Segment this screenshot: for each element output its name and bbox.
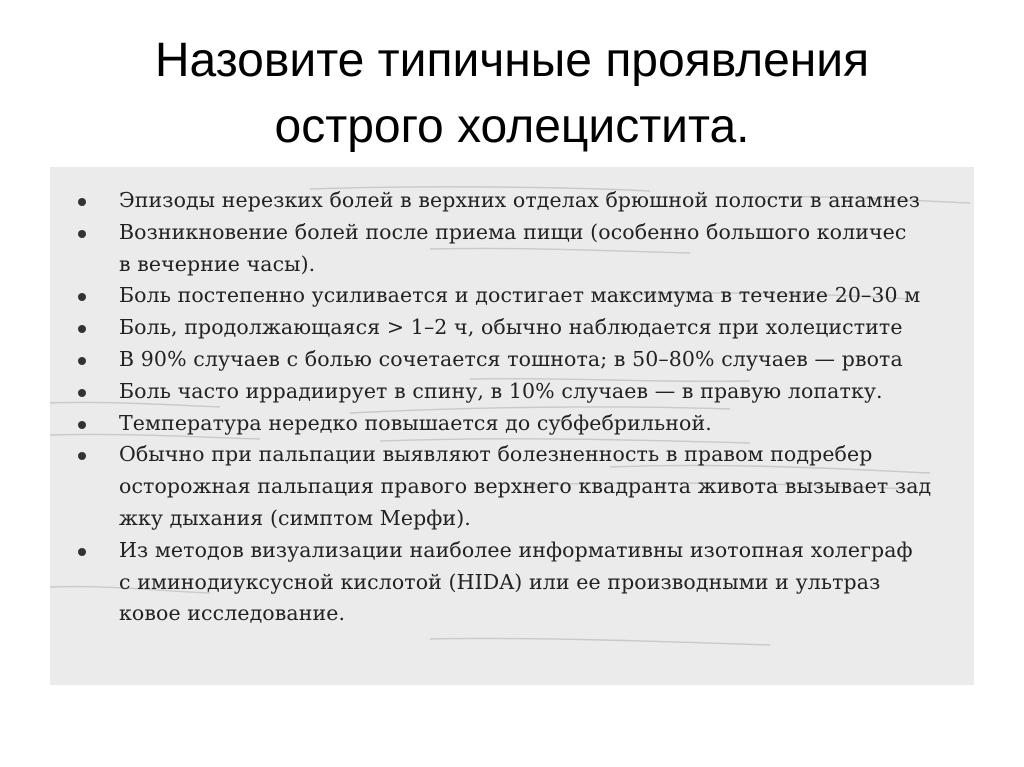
- bullet-icon: [78, 548, 86, 556]
- bullet-icon: [78, 293, 86, 301]
- list-item: [78, 280, 931, 312]
- list-item: [78, 439, 931, 534]
- list-item-text: Возникновение болей после приема пищи (особенно большого количес: [119, 219, 907, 244]
- list-item-text-continued: в вечерние часы).: [119, 251, 316, 276]
- list-item: [78, 185, 931, 217]
- list-item-text-continued: с иминодиуксусной кислотой (HIDA) или ее производными и ультраз: [119, 569, 881, 594]
- bullet-icon: [78, 230, 86, 238]
- bullet-icon: [78, 357, 86, 365]
- list-item: [78, 408, 931, 440]
- list-item-text-continued: ковое исследование.: [119, 601, 346, 626]
- list-item-text: Боль часто иррадиирует в спину, в 10% случаев — в правую лопатку.: [119, 378, 883, 403]
- bullet-icon: [78, 421, 86, 429]
- list-item-text-continued: жку дыхания (симптом Мерфи).: [119, 505, 471, 530]
- scanned-text-image: [50, 167, 974, 685]
- list-item: [78, 376, 931, 408]
- list-item-text: Обычно при пальпации выявляют болезненность в правом подребер: [119, 442, 873, 467]
- list-item-text: Эпизоды нерезких болей в верхних отделах брюшной полости в анамнез: [119, 188, 920, 212]
- symptom-list: [78, 185, 931, 630]
- list-item-text: Боль, продолжающаяся > 1–2 ч, обычно наблюдается при холецистите: [119, 315, 903, 340]
- list-item-text: Из методов визуализации наиболее информативны изотопная холеграф: [119, 537, 913, 562]
- bullet-icon: [78, 389, 86, 397]
- bullet-icon: [78, 452, 86, 460]
- list-item: [78, 535, 931, 630]
- list-item: [78, 344, 931, 376]
- list-item-text: В 90% случаев с болью сочетается тошнота; в 50–80% случаев — рвота: [119, 346, 903, 371]
- bullet-icon: [78, 325, 86, 333]
- list-item-text: Температура нередко повышается до субфебрильной.: [119, 410, 712, 435]
- slide-title-line-1: Назовите типичные проявления: [154, 34, 870, 87]
- list-item: [78, 217, 931, 281]
- list-item-text-continued: осторожная пальпация правого верхнего квадранта живота вызывает зад: [119, 474, 932, 499]
- slide-title-line-2: острого холецистита.: [274, 100, 750, 153]
- list-item-text: Боль постепенно усиливается и достигает максимума в течение 20–30 м: [119, 283, 921, 308]
- list-item: [78, 312, 931, 344]
- bullet-icon: [78, 198, 86, 206]
- slide-title: [0, 28, 1024, 160]
